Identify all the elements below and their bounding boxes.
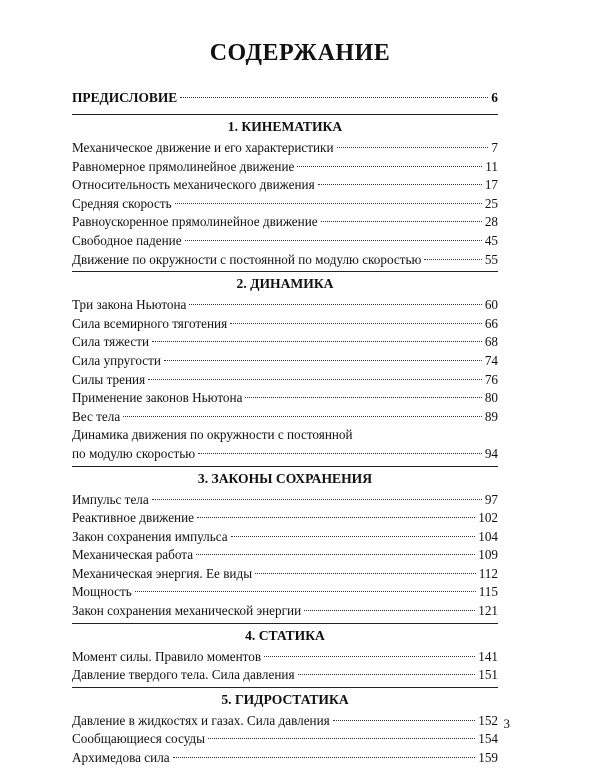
toc-entry bbox=[72, 730, 498, 749]
toc-entry bbox=[72, 352, 498, 371]
toc-entry-page: 152 bbox=[478, 712, 498, 728]
toc-entry-page: 97 bbox=[484, 491, 498, 507]
dot-leader bbox=[255, 573, 476, 574]
toc-entry-title: Сила тяжести bbox=[72, 334, 150, 350]
dot-leader bbox=[173, 757, 476, 758]
toc-entry bbox=[72, 371, 498, 390]
toc-entry bbox=[72, 648, 498, 667]
section-heading: 4. СТАТИКА bbox=[72, 623, 498, 648]
dot-leader bbox=[152, 341, 482, 342]
toc-entry-page: 154 bbox=[478, 731, 498, 747]
toc-entry-title: Свободное падение bbox=[72, 232, 182, 248]
page-number: 3 bbox=[503, 716, 510, 731]
toc-entry bbox=[72, 389, 498, 408]
toc-entry-title: ПРЕДИСЛОВИЕ bbox=[72, 90, 178, 105]
toc-entry-title: Вес тела bbox=[72, 408, 121, 424]
toc-entry-page: 151 bbox=[478, 667, 498, 683]
dot-leader bbox=[304, 610, 475, 611]
dot-leader bbox=[185, 240, 482, 241]
dot-leader bbox=[135, 591, 476, 592]
toc-entry-page: 11 bbox=[485, 158, 498, 174]
toc-entry-page: 109 bbox=[478, 547, 498, 563]
toc-entry bbox=[72, 232, 498, 251]
toc-entry-title: Сила всемирного тяготения bbox=[72, 315, 228, 331]
section-heading: 5. ГИДРОСТАТИКА bbox=[72, 687, 498, 712]
toc-entry-page: 60 bbox=[484, 297, 498, 313]
toc-entry-title: Мощность bbox=[72, 584, 132, 600]
toc-entry bbox=[72, 408, 498, 427]
toc-entry-title: по модулю скоростью bbox=[72, 445, 196, 461]
dot-leader bbox=[264, 656, 475, 657]
toc-entry bbox=[72, 712, 498, 731]
dot-leader bbox=[175, 203, 482, 204]
toc-entry-title: Реактивное движение bbox=[72, 510, 195, 526]
toc-entry bbox=[72, 213, 498, 232]
dot-leader bbox=[164, 360, 482, 361]
toc-entry-page: 17 bbox=[484, 177, 498, 193]
toc-entry-page: 66 bbox=[484, 315, 498, 331]
toc-entry-page: 45 bbox=[484, 232, 498, 248]
toc-entry-page: 55 bbox=[484, 251, 498, 267]
dot-leader bbox=[424, 259, 481, 260]
toc-entry-page: 112 bbox=[478, 565, 498, 581]
toc-entry-page: 6 bbox=[491, 90, 498, 105]
dot-leader bbox=[123, 416, 482, 417]
toc-entry-page: 115 bbox=[478, 584, 498, 600]
dot-leader bbox=[245, 397, 481, 398]
toc-entry-title: Средняя скорость bbox=[72, 195, 172, 211]
toc-entry-title: Сообщающиеся сосуды bbox=[72, 731, 205, 747]
dot-leader bbox=[231, 536, 476, 537]
toc-entry-page: 7 bbox=[491, 140, 498, 155]
dot-leader bbox=[198, 453, 482, 454]
toc-entry-title: Движение по окружности с постоянной по модулю скоростью bbox=[72, 251, 422, 267]
toc-entry-page: 104 bbox=[478, 528, 498, 544]
dot-leader bbox=[208, 738, 475, 739]
toc-entry-title: Импульс тела bbox=[72, 491, 149, 507]
toc-entry-page: 141 bbox=[478, 648, 498, 664]
toc-entry-preface bbox=[72, 88, 498, 108]
toc-entry-page: 28 bbox=[484, 214, 498, 230]
toc-entry bbox=[72, 509, 498, 528]
dot-leader bbox=[180, 97, 488, 98]
toc-entry-page: 25 bbox=[484, 195, 498, 211]
toc-entry-page: 68 bbox=[484, 334, 498, 350]
table-of-contents bbox=[72, 88, 498, 768]
toc-entry-title: Механическое движение и его характеристики bbox=[72, 140, 334, 155]
toc-entry-title: Применение законов Ньютона bbox=[72, 390, 243, 406]
toc-entry-page: 159 bbox=[478, 750, 498, 766]
toc-entry-title: Относительность механического движения bbox=[72, 177, 315, 193]
dot-leader bbox=[297, 166, 482, 167]
toc-entry bbox=[72, 528, 498, 547]
toc-entry-title: Равномерное прямолинейное движение bbox=[72, 158, 295, 174]
toc-entry-title: Момент силы. Правило моментов bbox=[72, 648, 262, 664]
toc-entry-title: Силы трения bbox=[72, 371, 146, 387]
dot-leader bbox=[337, 147, 489, 148]
toc-entry bbox=[72, 333, 498, 352]
dot-leader bbox=[318, 184, 482, 185]
toc-entry-title: Давление твердого тела. Сила давления bbox=[72, 667, 295, 683]
toc-entry-page: 89 bbox=[484, 408, 498, 424]
section-heading: 1. КИНЕМАТИКА bbox=[72, 114, 498, 139]
dot-leader bbox=[196, 554, 475, 555]
toc-entry-page: 74 bbox=[484, 352, 498, 368]
toc-entry-title: Архимедова сила bbox=[72, 750, 170, 766]
toc-entry bbox=[72, 296, 498, 315]
toc-entry bbox=[72, 445, 498, 464]
toc-entry-page: 94 bbox=[484, 445, 498, 461]
dot-leader bbox=[321, 221, 482, 222]
toc-entry bbox=[72, 602, 498, 621]
section-heading: 3. ЗАКОНЫ СОХРАНЕНИЯ bbox=[72, 466, 498, 491]
toc-entry-page: 76 bbox=[484, 371, 498, 387]
toc-entry bbox=[72, 158, 498, 177]
dot-leader bbox=[189, 304, 481, 305]
toc-entry-title: Закон сохранения механической энергии bbox=[72, 603, 302, 619]
toc-entry bbox=[72, 749, 498, 768]
section-heading: 2. ДИНАМИКА bbox=[72, 271, 498, 296]
toc-entry-title: Механическая работа bbox=[72, 547, 194, 563]
toc-entry bbox=[72, 583, 498, 602]
toc-entry bbox=[72, 565, 498, 584]
toc-entry-title: Давление в жидкостях и газах. Сила давления bbox=[72, 712, 330, 728]
toc-entry-page: 102 bbox=[478, 510, 498, 526]
toc-entry-title: Три закона Ньютона bbox=[72, 297, 187, 313]
toc-entry-title: Равноускоренное прямолинейное движение bbox=[72, 214, 318, 230]
dot-leader bbox=[333, 720, 475, 721]
toc-entry bbox=[72, 315, 498, 334]
toc-entry bbox=[72, 176, 498, 195]
toc-entry-title: Закон сохранения импульса bbox=[72, 528, 228, 544]
toc-entry-title-line1: Динамика движения по окружности с постоянной bbox=[72, 427, 353, 443]
toc-entry bbox=[72, 251, 498, 270]
toc-entry-title: Механическая энергия. Ее виды bbox=[72, 565, 253, 581]
toc-entry-title: Сила упругости bbox=[72, 352, 161, 368]
toc-entry bbox=[72, 195, 498, 214]
dot-leader bbox=[230, 323, 482, 324]
page-title: СОДЕРЖАНИЕ bbox=[209, 40, 391, 66]
toc-entry-page: 80 bbox=[484, 390, 498, 406]
dot-leader bbox=[298, 674, 476, 675]
dot-leader bbox=[148, 379, 482, 380]
toc-entry bbox=[72, 139, 498, 158]
dot-leader bbox=[152, 499, 482, 500]
toc-entry bbox=[72, 666, 498, 685]
toc-entry-page: 121 bbox=[478, 603, 498, 619]
dot-leader bbox=[197, 517, 475, 518]
toc-entry bbox=[72, 491, 498, 510]
toc-entry bbox=[72, 546, 498, 565]
